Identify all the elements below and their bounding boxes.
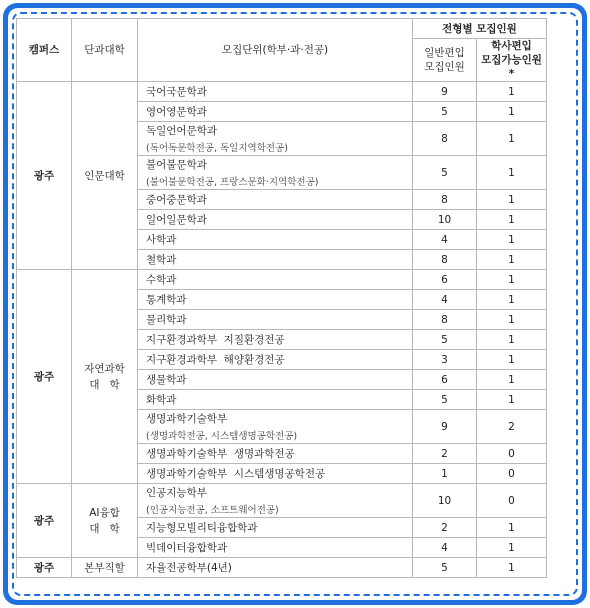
header-campus: 캠퍼스: [17, 19, 72, 82]
general-transfer-count: 9: [413, 410, 477, 444]
header-general-line2: 모집인원: [424, 61, 465, 73]
college-name-line: 대 학: [89, 522, 120, 535]
header-general-line1: 일반편입: [424, 47, 465, 59]
college-name-line: AI융합: [89, 506, 120, 519]
header-bachelor-line1: 학사편입: [491, 40, 532, 52]
bachelor-transfer-count: 1: [477, 518, 547, 538]
unit-name: 불어불문학과: [146, 159, 207, 171]
header-unit: 모집단위(학부·과·전공): [138, 19, 413, 82]
general-transfer-count: 5: [413, 558, 477, 578]
unit-name: 일어일문학과: [146, 214, 207, 226]
college-name-line: 대 학: [89, 378, 120, 391]
admission-quota-table: [16, 18, 547, 578]
unit-name: 자율전공학부(4년): [146, 562, 232, 574]
unit-cell: [138, 310, 413, 330]
general-transfer-count: 10: [413, 484, 477, 518]
campus-cell: 광주: [17, 270, 72, 484]
unit-cell: [138, 122, 413, 156]
bachelor-transfer-count: 0: [477, 484, 547, 518]
unit-name: 생명과학기술학부 생명과학전공: [146, 448, 295, 460]
bachelor-transfer-count: 1: [477, 330, 547, 350]
general-transfer-count: 5: [413, 390, 477, 410]
blue-border-frame: [3, 3, 587, 605]
unit-cell: [138, 538, 413, 558]
unit-name: 생명과학기술학부: [146, 413, 228, 425]
table-row: [17, 270, 547, 290]
unit-cell: [138, 484, 413, 518]
table-row: [17, 82, 547, 102]
general-transfer-count: 2: [413, 518, 477, 538]
bachelor-transfer-count: 1: [477, 230, 547, 250]
table-row: [17, 484, 547, 518]
general-transfer-count: 4: [413, 230, 477, 250]
unit-name: 독일언어문학과: [146, 125, 218, 137]
bachelor-transfer-count: 1: [477, 190, 547, 210]
general-transfer-count: 5: [413, 156, 477, 190]
general-transfer-count: 8: [413, 310, 477, 330]
unit-name: 철학과: [146, 254, 177, 266]
bachelor-transfer-count: 1: [477, 390, 547, 410]
unit-name: 통계학과: [146, 294, 187, 306]
unit-sub-majors: (불어불문학전공, 프랑스문화·지역학전공): [146, 177, 319, 188]
bachelor-transfer-count: 1: [477, 250, 547, 270]
unit-name: 지구환경과학부 해양환경전공: [146, 354, 285, 366]
college-name-line: 인문대학: [84, 169, 125, 182]
general-transfer-count: 10: [413, 210, 477, 230]
college-name-line: 자연과학: [84, 362, 125, 375]
unit-cell: [138, 350, 413, 370]
unit-cell: [138, 390, 413, 410]
unit-cell: [138, 518, 413, 538]
general-transfer-count: 9: [413, 82, 477, 102]
college-cell: [72, 82, 138, 270]
unit-name: 지구환경과학부 지질환경전공: [146, 334, 285, 346]
unit-sub-majors: (생명과학전공, 시스템생명공학전공): [146, 431, 298, 442]
bachelor-transfer-count: 1: [477, 270, 547, 290]
unit-cell: [138, 82, 413, 102]
bachelor-transfer-count: 1: [477, 156, 547, 190]
bachelor-transfer-count: 1: [477, 290, 547, 310]
unit-cell: [138, 370, 413, 390]
bachelor-transfer-count: 2: [477, 410, 547, 444]
table-row: [17, 558, 547, 578]
unit-name: 국어국문학과: [146, 86, 207, 98]
table-body: [17, 82, 547, 578]
unit-cell: [138, 156, 413, 190]
general-transfer-count: 6: [413, 270, 477, 290]
unit-cell: [138, 250, 413, 270]
unit-name: 지능형모빌리티융합학과: [146, 522, 258, 534]
college-cell: [72, 270, 138, 484]
header-college: 단과대학: [72, 19, 138, 82]
unit-cell: [138, 410, 413, 444]
general-transfer-count: 6: [413, 370, 477, 390]
general-transfer-count: 2: [413, 444, 477, 464]
unit-cell: [138, 444, 413, 464]
unit-cell: [138, 210, 413, 230]
general-transfer-count: 4: [413, 290, 477, 310]
header-bachelor-line2: 모집가능인원*: [481, 54, 542, 80]
bachelor-transfer-count: 1: [477, 210, 547, 230]
unit-name: 생명과학기술학부 시스템생명공학전공: [146, 468, 326, 480]
unit-name: 화학과: [146, 394, 177, 406]
header-quota-group: 전형별 모집인원: [413, 19, 547, 39]
unit-name: 사학과: [146, 234, 177, 246]
unit-name: 물리학과: [146, 314, 187, 326]
bachelor-transfer-count: 1: [477, 370, 547, 390]
bachelor-transfer-count: 1: [477, 350, 547, 370]
unit-name: 생물학과: [146, 374, 187, 386]
bachelor-transfer-count: 1: [477, 82, 547, 102]
unit-name: 빅데이터융합학과: [146, 542, 228, 554]
college-cell: [72, 558, 138, 578]
header-general-transfer: [413, 39, 477, 82]
general-transfer-count: 5: [413, 102, 477, 122]
college-cell: [72, 484, 138, 558]
bachelor-transfer-count: 1: [477, 102, 547, 122]
bachelor-transfer-count: 1: [477, 122, 547, 156]
bachelor-transfer-count: 1: [477, 558, 547, 578]
unit-cell: [138, 290, 413, 310]
unit-name: 인공지능학부: [146, 487, 207, 499]
header-bachelor-transfer: [477, 39, 547, 82]
bachelor-transfer-count: 0: [477, 444, 547, 464]
unit-sub-majors: (인공지능전공, 소프트웨어전공): [146, 505, 279, 516]
bachelor-transfer-count: 0: [477, 464, 547, 484]
unit-cell: [138, 102, 413, 122]
general-transfer-count: 5: [413, 330, 477, 350]
unit-cell: [138, 558, 413, 578]
bachelor-transfer-count: 1: [477, 310, 547, 330]
table-panel: [8, 8, 582, 600]
unit-name: 수학과: [146, 274, 177, 286]
unit-cell: [138, 230, 413, 250]
unit-name: 영어영문학과: [146, 106, 207, 118]
campus-cell: 광주: [17, 82, 72, 270]
unit-cell: [138, 190, 413, 210]
general-transfer-count: 8: [413, 250, 477, 270]
unit-name: 중어중문학과: [146, 194, 207, 206]
general-transfer-count: 1: [413, 464, 477, 484]
college-name-line: 본부직할: [84, 561, 125, 574]
campus-cell: 광주: [17, 558, 72, 578]
general-transfer-count: 4: [413, 538, 477, 558]
unit-sub-majors: (독어독문학전공, 독일지역학전공): [146, 143, 288, 154]
general-transfer-count: 8: [413, 122, 477, 156]
unit-cell: [138, 464, 413, 484]
unit-cell: [138, 270, 413, 290]
general-transfer-count: 3: [413, 350, 477, 370]
unit-cell: [138, 330, 413, 350]
bachelor-transfer-count: 1: [477, 538, 547, 558]
campus-cell: 광주: [17, 484, 72, 558]
general-transfer-count: 8: [413, 190, 477, 210]
